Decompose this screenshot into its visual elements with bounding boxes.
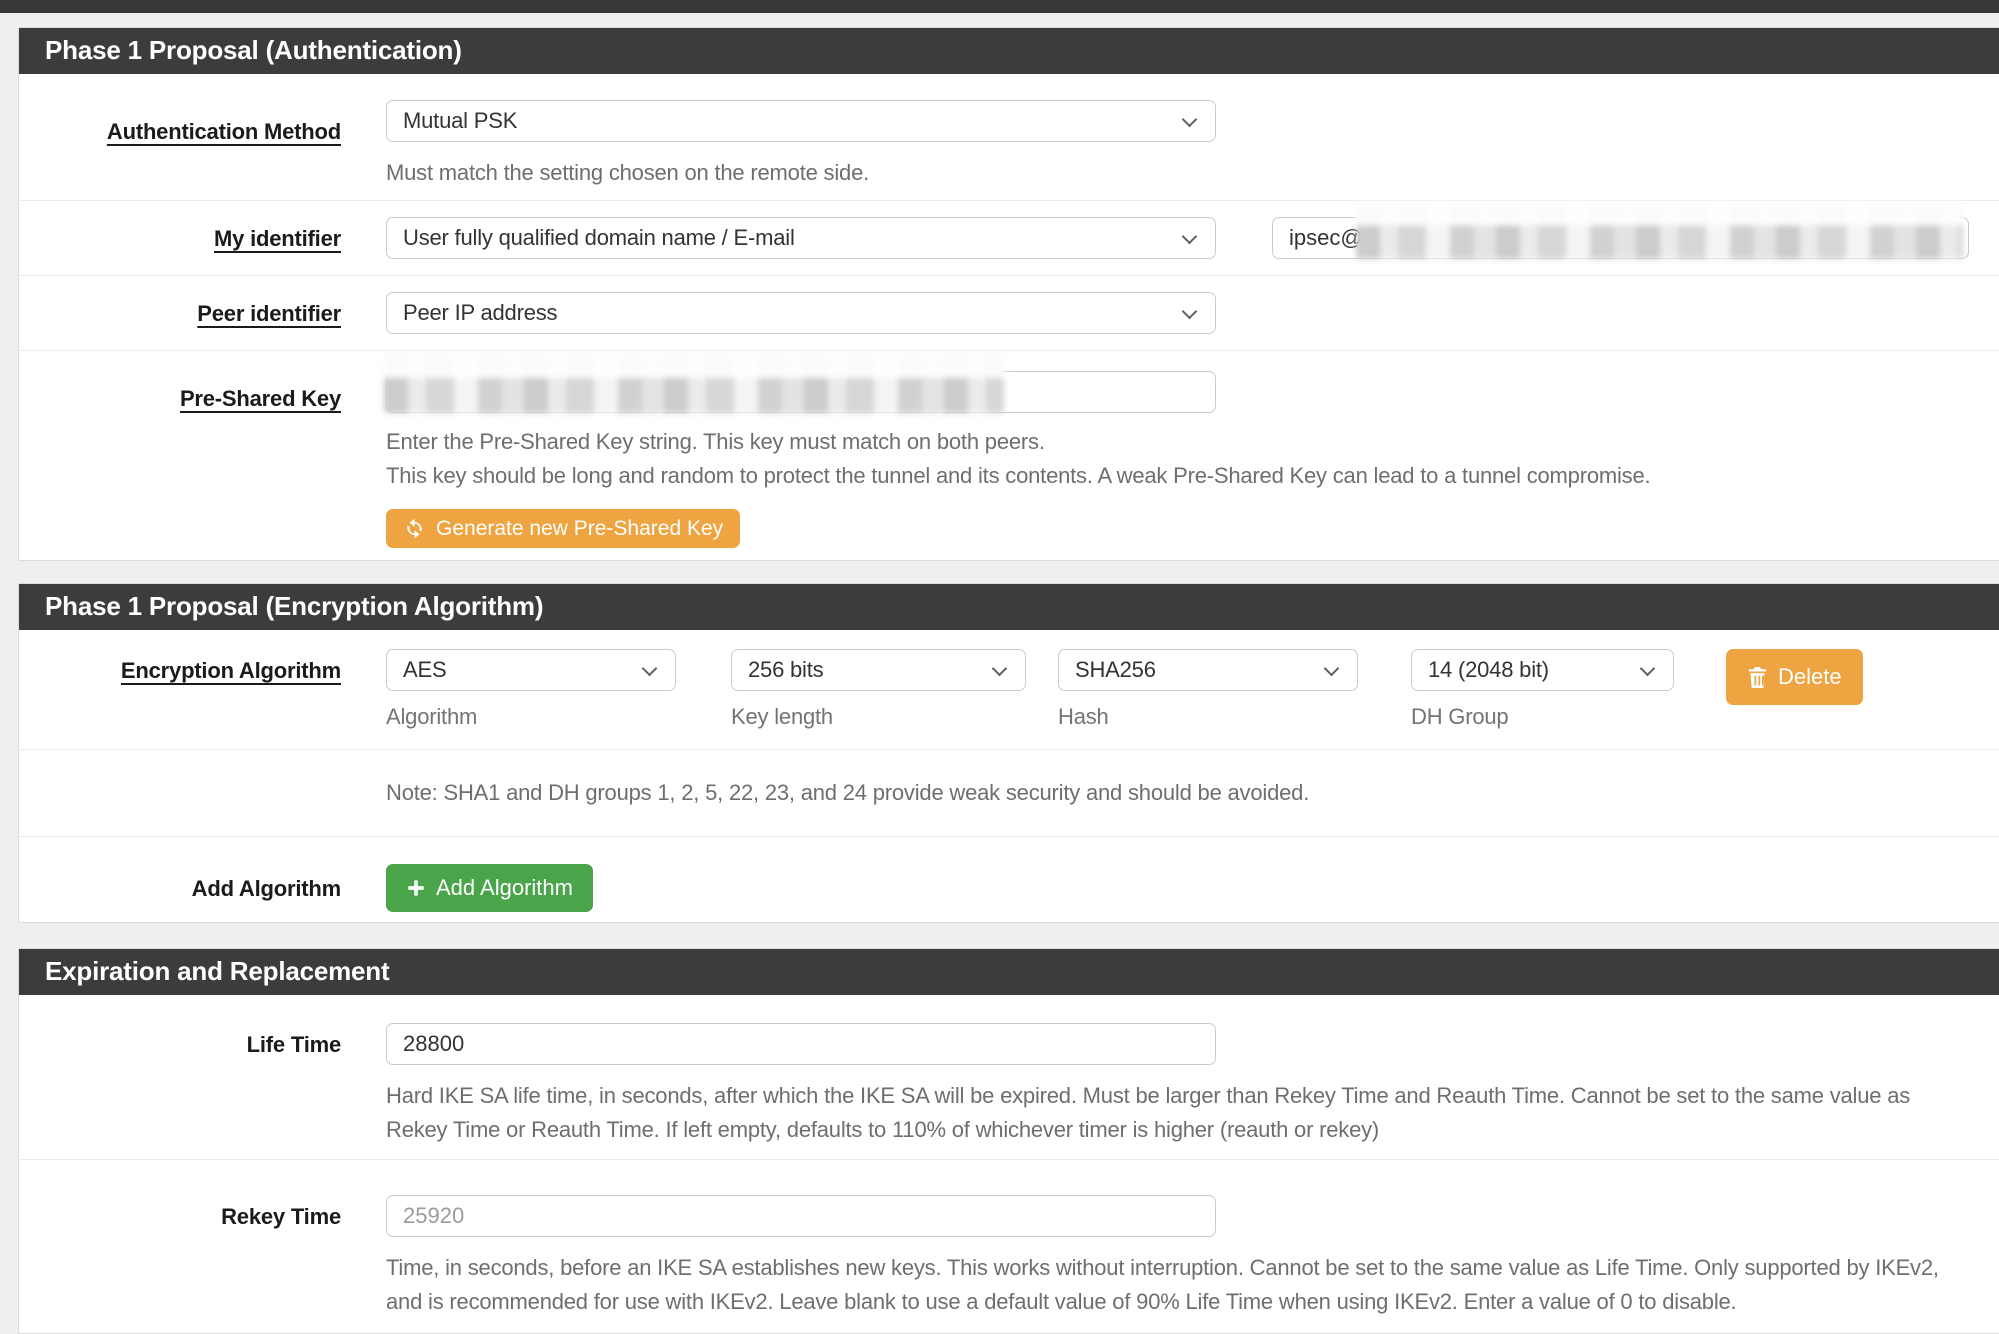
row-authentication-method (19, 74, 1999, 201)
algorithm-select[interactable]: AES (386, 649, 676, 691)
my-identifier-label: My identifier (214, 226, 341, 251)
authentication-method-select[interactable]: Mutual PSK (386, 100, 1216, 142)
my-identifier-type-select[interactable]: User fully qualified domain name / E-mail (386, 217, 1216, 259)
life-time-label: Life Time (246, 1032, 341, 1057)
psk-help-line1: Enter the Pre-Shared Key string. This key must match on both peers. (386, 429, 1045, 454)
row-pre-shared-key (19, 351, 1999, 560)
key-length-sub-label: Key length (731, 704, 833, 729)
authentication-method-label: Authentication Method (106, 119, 341, 144)
refresh-icon (403, 517, 426, 540)
pre-shared-key-label: Pre-Shared Key (179, 386, 341, 411)
panel-phase1-authentication (18, 27, 1999, 561)
row-peer-identifier (19, 276, 1999, 351)
chevron-down-icon (992, 661, 1008, 677)
row-add-algorithm (19, 837, 1999, 922)
chevron-down-icon (1182, 112, 1198, 128)
life-time-help: Hard IKE SA life time, in seconds, after which the IKE SA will be expired. Must be larger than Rekey Time and Reauth Time. Cannot be set to the same value as Rekey Time or Reauth Time. If left empty, defaults to 110% of whichever timer is higher (reauth or rekey) (386, 1083, 1911, 1142)
chevron-down-icon (1182, 229, 1198, 245)
plus-icon (406, 878, 426, 898)
life-time-input[interactable] (386, 1023, 1216, 1065)
add-algorithm-button[interactable]: Add Algorithm (386, 864, 593, 912)
panel-phase1-encryption (18, 583, 1999, 923)
chevron-down-icon (1324, 661, 1340, 677)
panel-title-encryption: Phase 1 Proposal (Encryption Algorithm) (19, 584, 1999, 630)
row-encryption-algorithm (19, 630, 1999, 750)
chevron-down-icon (642, 661, 658, 677)
top-navbar-edge (0, 0, 1999, 13)
generate-psk-button[interactable]: Generate new Pre-Shared Key (386, 509, 740, 548)
chevron-down-icon (1640, 661, 1656, 677)
psk-help-line2: This key should be long and random to protect the tunnel and its contents. A weak Pre-Shared Key can lead to a tunnel compromise. (386, 463, 1651, 488)
row-encryption-note (19, 750, 1999, 837)
trash-icon (1747, 666, 1768, 689)
chevron-down-icon (1182, 304, 1198, 320)
hash-sub-label: Hash (1058, 704, 1109, 729)
dh-group-sub-label: DH Group (1411, 704, 1509, 729)
encryption-algorithm-label: Encryption Algorithm (120, 658, 341, 683)
authentication-method-help: Must match the setting chosen on the remote side. (386, 160, 870, 185)
peer-identifier-label: Peer identifier (197, 301, 341, 326)
panel-expiration-replacement (18, 948, 1999, 1334)
weak-security-note: Note: SHA1 and DH groups 1, 2, 5, 22, 23, and 24 provide weak security and should be avoided. (386, 780, 1310, 805)
rekey-time-label: Rekey Time (221, 1204, 341, 1229)
peer-identifier-type-select[interactable]: Peer IP address (386, 292, 1216, 334)
panel-title-authentication: Phase 1 Proposal (Authentication) (19, 28, 1999, 74)
hash-select[interactable]: SHA256 (1058, 649, 1358, 691)
my-identifier-value-input[interactable] (1272, 217, 1969, 259)
row-life-time (19, 995, 1999, 1160)
algorithm-sub-label: Algorithm (386, 704, 478, 729)
dh-group-select[interactable]: 14 (2048 bit) (1411, 649, 1674, 691)
delete-algorithm-button[interactable]: Delete (1726, 649, 1863, 705)
panel-title-expiration: Expiration and Replacement (19, 949, 1999, 995)
row-rekey-time (19, 1160, 1999, 1333)
pre-shared-key-input[interactable] (386, 371, 1216, 413)
rekey-time-help: Time, in seconds, before an IKE SA establishes new keys. This works without interruption. Cannot be set to the same value as Life Time. Only supported by IKEv2, and is recommended for use with IKEv2. Leave blank to use a default value of 90% Life Time when using IKEv2. Enter a value of 0 to disable. (386, 1255, 1939, 1314)
note-spacer (19, 772, 341, 814)
key-length-select[interactable]: 256 bits (731, 649, 1026, 691)
rekey-time-input[interactable] (386, 1195, 1216, 1237)
add-algorithm-label: Add Algorithm (191, 876, 341, 901)
row-my-identifier (19, 201, 1999, 276)
